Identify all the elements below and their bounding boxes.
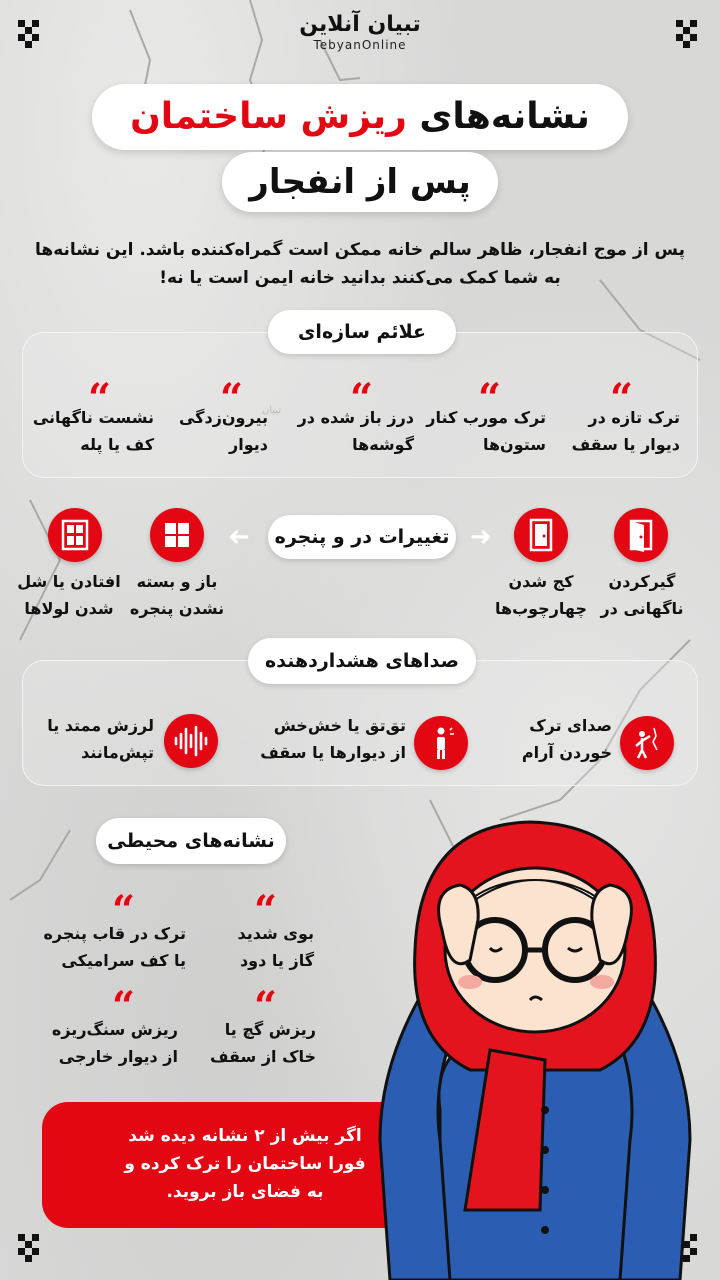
door-item-2 <box>486 568 596 622</box>
title-part-before: نشانه‌های <box>406 96 590 137</box>
structural-heading: علائم سازه‌ای <box>268 310 456 354</box>
logo-fa: تبیان آنلاین <box>299 12 421 37</box>
title-part-red: ریزش ساختمان <box>130 96 407 137</box>
environment-item-2 <box>43 920 186 974</box>
environment-item-4-line2: از دیوار خارجی <box>58 1047 178 1066</box>
sound-item-3-line2: تپش‌مانند <box>81 743 154 762</box>
sound-item-2 <box>250 712 406 766</box>
watermark: تبیان <box>262 405 282 416</box>
sound-item-3-line1: لرزش ممتد یا <box>47 716 154 735</box>
structural-item-2 <box>426 404 546 458</box>
corner-dots-bottom-left <box>18 1234 46 1262</box>
structural-item-3-line2: گوشه‌ها <box>352 435 414 454</box>
quote-icon: “ <box>88 375 112 422</box>
quote-icon: “ <box>254 983 278 1030</box>
environment-item-3-line1: ریزش گچ یا <box>224 1020 316 1039</box>
window-item-1 <box>118 568 236 622</box>
window-item-2 <box>10 568 128 622</box>
sound-item-2-line2: از دیوارها یا سقف <box>260 743 406 762</box>
structural-item-5 <box>33 404 154 458</box>
person-sound-icon <box>414 716 468 770</box>
environment-item-1 <box>238 920 315 974</box>
environment-item-1-line2: گاز یا دود <box>239 951 314 970</box>
environment-item-4-line1: ریزش سنگ‌ریزه <box>51 1020 178 1039</box>
warning-line-3: به فضای باز بروید. <box>166 1182 324 1202</box>
window-item-1-line2: نشدن پنجره <box>129 599 225 618</box>
door-frame-icon <box>514 508 568 562</box>
structural-item-2-line1: ترک مورب کنار <box>426 408 546 427</box>
quote-icon: “ <box>220 375 244 422</box>
environment-item-2-line1: ترک در قاب پنجره <box>43 924 186 943</box>
sound-item-1 <box>500 712 612 766</box>
window-icon <box>150 508 204 562</box>
door-item-2-line2: چهارچوب‌ها <box>494 599 588 618</box>
environment-heading: نشانه‌های محیطی <box>96 818 286 864</box>
environment-item-3-line2: خاک از سقف <box>209 1047 316 1066</box>
structural-item-1-line2: دیوار یا سقف <box>571 435 680 454</box>
quote-icon: “ <box>112 983 136 1030</box>
structural-item-3-line1: درز باز شده در <box>297 408 414 427</box>
sound-item-1-line2: خوردن آرام <box>521 743 612 762</box>
structural-item-5-line1: نشست ناگهانی <box>32 408 154 427</box>
structural-item-1 <box>572 404 680 458</box>
sound-item-1-line1: صدای ترک <box>529 716 612 735</box>
door-item-1-line1: گیرکردن <box>608 572 676 591</box>
window-item-1-line1: باز و بسته <box>136 572 218 591</box>
logo-en: TebyanOnline <box>313 38 407 52</box>
sound-item-2-line1: تق‌تق یا خش‌خش <box>273 716 406 735</box>
window-item-2-line1: افتادن یا شل <box>17 572 121 591</box>
quote-icon: “ <box>350 375 374 422</box>
intro-text <box>30 236 690 292</box>
warning-line-1: اگر بیش از ۲ نشانه دیده شد <box>128 1126 362 1146</box>
environment-item-2-line2: یا کف سرامیکی <box>61 951 186 970</box>
arrow-left-icon: ➜ <box>228 522 250 552</box>
sounds-heading: صداهای هشداردهنده <box>248 638 476 684</box>
structural-item-5-line2: کف یا پله <box>80 435 154 454</box>
warning-line-2: فورا ساختمان را ترک کرده و <box>124 1154 366 1174</box>
crack-sound-icon <box>620 716 674 770</box>
logo <box>0 12 720 52</box>
worried-girl-illustration <box>370 810 700 1280</box>
environment-item-4 <box>52 1016 178 1070</box>
intro-line-1: پس از موج انفجار، ظاهر سالم خانه ممکن است گمراه‌کننده باشد. این نشانه‌ها <box>35 240 685 260</box>
quote-icon: “ <box>478 375 502 422</box>
door-item-2-line1: کج شدن <box>508 572 574 591</box>
structural-item-2-line2: ستون‌ها <box>482 435 546 454</box>
structural-item-1-line1: ترک تازه در <box>588 408 680 427</box>
sound-wave-icon <box>164 714 218 768</box>
environment-item-1-line1: بوی شدید <box>237 924 314 943</box>
page-subtitle: پس از انفجار <box>222 152 498 212</box>
warning-text <box>90 1122 400 1206</box>
structural-item-4-line2: دیوار <box>229 435 268 454</box>
page-title <box>92 84 628 150</box>
door-item-1 <box>594 568 690 622</box>
sound-item-3 <box>34 712 154 766</box>
door-icon <box>614 508 668 562</box>
structural-item-4-line1: بیرون‌زدگی <box>178 408 268 427</box>
window-item-2-line2: شدن لولاها <box>24 599 114 618</box>
quote-icon: “ <box>610 375 634 422</box>
structural-item-3 <box>298 404 414 458</box>
quote-icon: “ <box>254 887 278 934</box>
intro-line-2: به شما کمک می‌کنند بدانید خانه ایمن است یا نه! <box>159 268 561 288</box>
quote-icon: “ <box>112 887 136 934</box>
doors-windows-heading: تغییرات در و پنجره <box>268 515 456 559</box>
door-item-1-line2: ناگهانی در <box>600 599 684 618</box>
hinge-window-icon <box>48 508 102 562</box>
arrow-right-icon: ➜ <box>470 522 492 552</box>
environment-item-3 <box>210 1016 316 1070</box>
structural-item-4 <box>179 404 268 458</box>
